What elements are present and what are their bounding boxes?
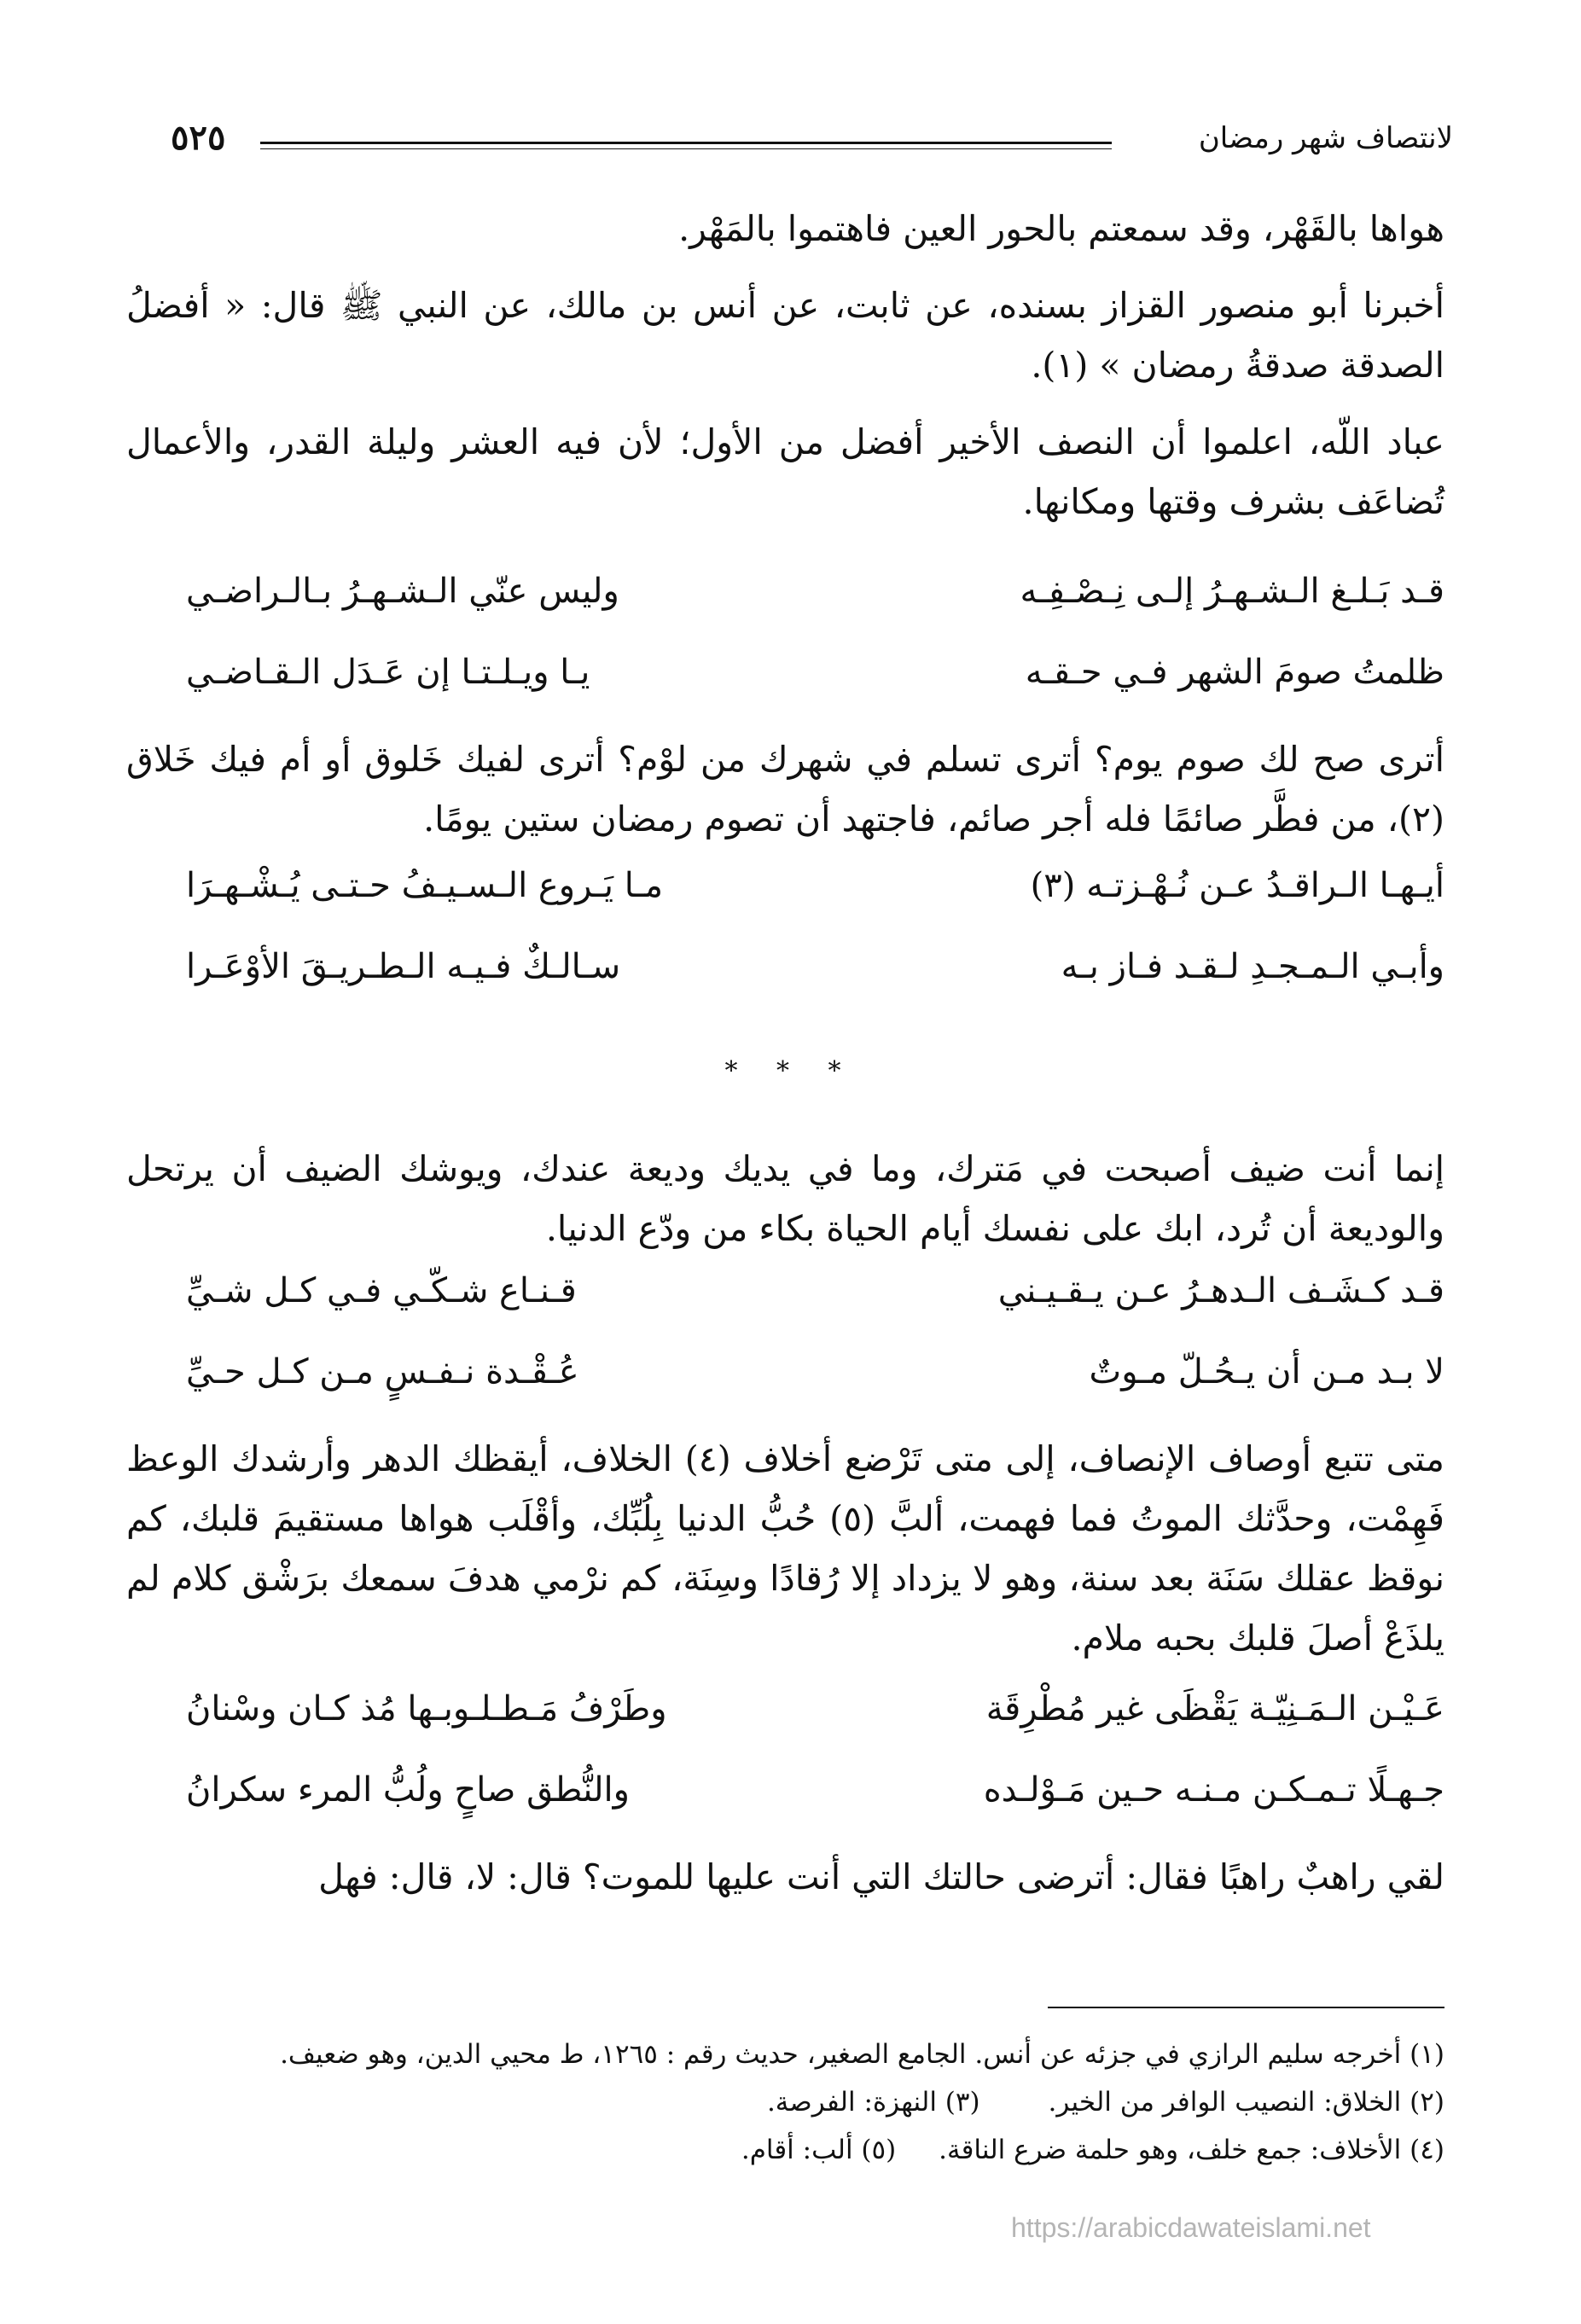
section-separator: * * * [724, 1056, 857, 1086]
verse-5 [126, 1271, 1444, 1331]
verse-4 [126, 947, 1444, 1007]
verse-8 [126, 1770, 1444, 1830]
verse-6-first-hemistich: لا بـد مـن أن يـحُـلّ مـوتٌ [1089, 1352, 1444, 1391]
footnote-5: (٥) ألب: أقام. [741, 2135, 897, 2165]
verse-3-first-hemistich: أيـهـا الـراقـدُ عـن نُـهْـزتـه (٣) [1030, 866, 1444, 905]
verse-8-second-hemistich: والنُّطق صاحٍ ولُبُّ المرء سكرانُ [186, 1770, 630, 1810]
footnote-row-4-5 [113, 2126, 1444, 2174]
paragraph-7: لقي راهبٌ راهبًا فقال: أترضى حالتك التي أنت عليها للموت؟ قال: لا، قال: فهل [318, 1856, 1444, 1897]
verse-2-second-hemistich: يـا ويـلـتـا إن عَـدَل الـقـاضـي [186, 653, 590, 692]
verse-3-second-hemistich: مـا يَـروع الـسـيـفُ حـتـى يُـشْـهـرَا [186, 866, 664, 905]
verse-5-first-hemistich: قـد كـشَـف الـدهـرُ عـن يـقـيـني [997, 1271, 1444, 1310]
verse-5-second-hemistich: قـنـاع شـكّـي فـي كـل شـيِّ [186, 1271, 577, 1310]
footnote-rule [1048, 2007, 1444, 2008]
verse-7 [126, 1689, 1444, 1749]
verse-1-first-hemistich: قـد بَـلـغ الـشـهـرُ إلـى نِـصْـفِـه [1020, 572, 1444, 611]
verse-4-first-hemistich: وأبـي الـمـجـدِ لـقـد فـاز بـه [1061, 947, 1444, 986]
verse-3 [126, 866, 1444, 926]
paragraph-3: عباد اللّه، اعلموا أن النصف الأخير أفضل من الأول؛ لأن فيه العشر وليلة القدر، والأعمال تُضاعَف بشرف وقتها ومكانها. [126, 421, 1444, 522]
source-watermark: https://arabicdawateislami.net [1011, 2212, 1371, 2243]
paragraph-1: هواها بالقَهْر، وقد سمعتم بالحور العين فاهتموا بالمَهْر. [678, 208, 1444, 249]
verse-1 [126, 572, 1444, 631]
verse-7-first-hemistich: عَـيْـن الـمَـنِيّـة يَقْظَى غير مُطْرِقَة [985, 1689, 1444, 1728]
page-number: ٥٢٥ [171, 118, 226, 158]
verse-1-second-hemistich: وليس عنّي الـشـهـرُ بـالـراضـي [186, 572, 619, 611]
verse-6-second-hemistich: عُـقْـدة نـفـسٍ مـن كـل حـيِّ [186, 1352, 579, 1391]
footnote-1: (١) أخرجه سليم الرازي في جزئه عن أنس. الجامع الصغير، حديث رقم : ١٢٦٥، ط محيي الدين، وهو ضعيف. [280, 2039, 1444, 2070]
verse-6 [126, 1352, 1444, 1412]
footnote-row-2-3 [113, 2078, 1444, 2126]
header-rule [260, 142, 1112, 144]
paragraph-5: إنما أنت ضيف أصبحت في مَترك، وما في يديك وديعة عندك، ويوشك الضيف أن يرتحل والوديعة أن تُرد، ابك على نفسك أيام الحياة بكاء من ودّع الدنيا. [126, 1148, 1444, 1249]
verse-4-second-hemistich: سـالـكٌ فـيـه الـطـريـقَ الأوْعَـرا [186, 947, 621, 986]
footnote-2: (٢) الخلاق: النصيب الوافر من الخير. [1048, 2087, 1444, 2118]
verse-8-first-hemistich: جـهـلًا تـمـكـن مـنـه حـين مَـوْلـده [983, 1770, 1444, 1810]
paragraph-4: أترى صح لك صوم يوم؟ أترى تسلم في شهرك من لوْم؟ أترى لفيك خَلوق أو أم فيك خَلاق (٢)، من فطَّر صائمًا فله أجر صائم، فاجتهد أن تصوم رمضان ستين يومًا. [126, 739, 1444, 840]
paragraph-2-hadith: أخبرنا أبو منصور القزاز بسنده، عن ثابت، عن أنس بن مالك، عن النبي ﷺ قال: « أفضلُ الصدقة صدقةُ رمضان » (١). [126, 285, 1444, 386]
running-header-title: لانتصاف شهر رمضان [1198, 121, 1453, 155]
paragraph-6: متى تتبع أوصاف الإنصاف، إلى متى تَرْضع أخلاف (٤) الخلاف، أيقظك الدهر وأرشدك الوعظ فَهِمْت، وحدَّثك الموتُ فما فهمت، ألبَّ (٥) حُبُّ الدنيا بِلُبِّك، وأقْلَب هواها مستقيمَ قلبك، كم نوقظ عقلك سَنَة بعد سنة، وهو لا يزداد إلا رُقادًا وسِنَة، كم نرْمي هدفَ سمعك برَشْق كلام لم يلذَعْ أصلَ قلبك بحبه ملام. [126, 1438, 1444, 1659]
verse-7-second-hemistich: وطَرْفُ مَـطـلـوبـها مُذ كـان وسْنانُ [186, 1689, 667, 1728]
verse-2-first-hemistich: ظلمتُ صومَ الشهر فـي حـقـه [1025, 653, 1444, 692]
footnote-4: (٤) الأخلاف: جمع خلف، وهو حلمة ضرع الناقة. [939, 2135, 1444, 2165]
verse-2 [126, 653, 1444, 712]
footnote-3: (٣) النهزة: الفرصة. [766, 2087, 980, 2118]
